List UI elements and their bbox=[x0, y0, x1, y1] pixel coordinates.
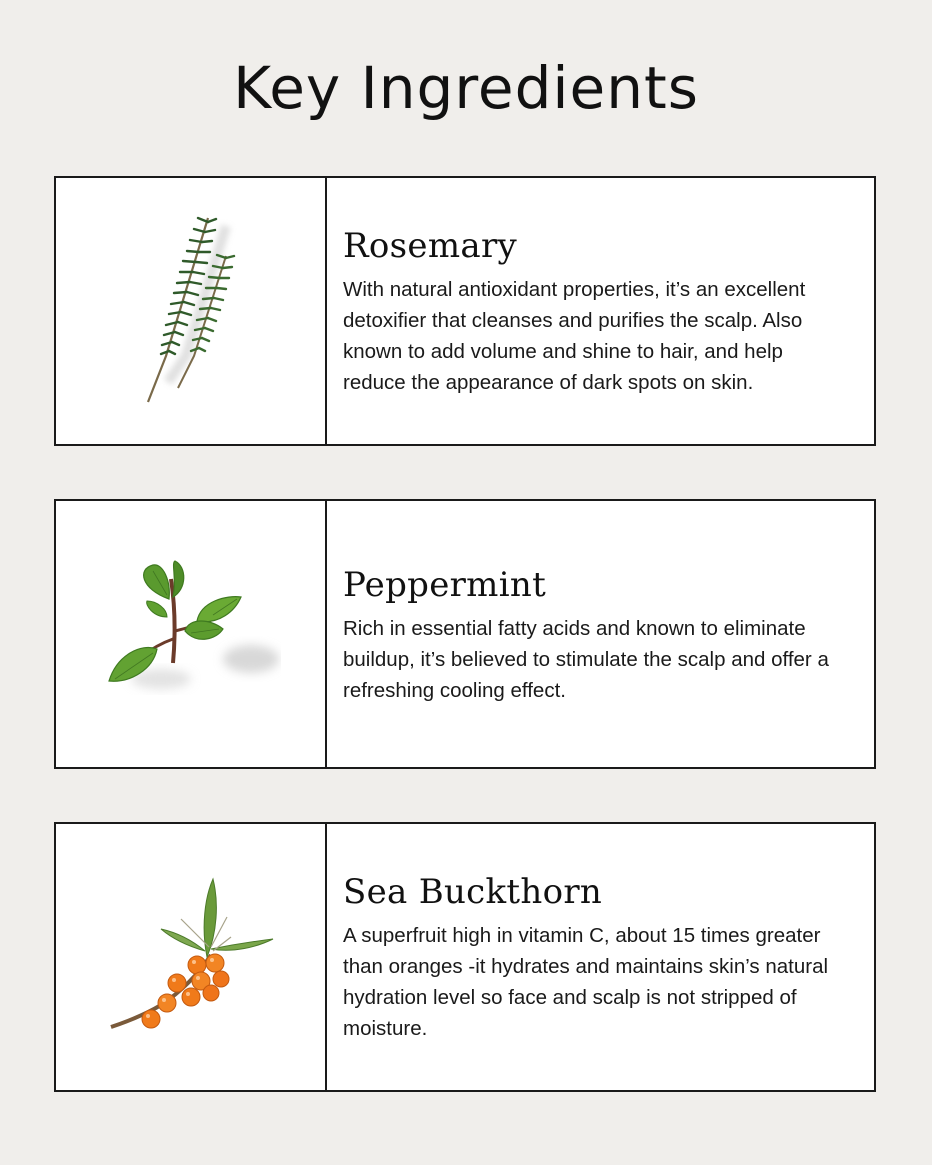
ingredient-image-rosemary bbox=[56, 178, 327, 444]
ingredient-card-rosemary bbox=[54, 176, 876, 446]
page-title: Key Ingredients bbox=[233, 54, 699, 122]
ingredient-name: Peppermint bbox=[343, 565, 547, 605]
rosemary-sprig-icon bbox=[126, 206, 256, 416]
sea-buckthorn-berries-icon bbox=[101, 867, 281, 1047]
ingredient-description: With natural antioxidant properties, it’s an excellent detoxifier that cleanses and purifies the scalp. Also known to add volume and shine to hair, and help reduce the appearance of dark spots on skin. bbox=[343, 278, 806, 394]
ingredient-body-rosemary bbox=[327, 178, 874, 444]
ingredient-image-peppermint bbox=[56, 501, 327, 767]
ingredient-body-peppermint bbox=[327, 501, 874, 767]
ingredient-image-sea-buckthorn bbox=[56, 824, 327, 1090]
ingredient-name: Rosemary bbox=[343, 226, 518, 266]
ingredient-name: Sea Buckthorn bbox=[343, 872, 603, 912]
ingredient-card-sea-buckthorn bbox=[54, 822, 876, 1092]
ingredient-body-sea-buckthorn bbox=[327, 824, 874, 1090]
peppermint-leaves-icon bbox=[101, 559, 281, 709]
ingredient-description: Rich in essential fatty acids and known to eliminate buildup, it’s believed to stimulate the scalp and offer a refreshing cooling effect. bbox=[343, 617, 829, 702]
ingredient-description: A superfruit high in vitamin C, about 15 times greater than oranges -it hydrates and maintains skin’s natural hydration level so face and scalp is not stripped of moisture. bbox=[343, 924, 829, 1040]
ingredient-card-peppermint bbox=[54, 499, 876, 769]
